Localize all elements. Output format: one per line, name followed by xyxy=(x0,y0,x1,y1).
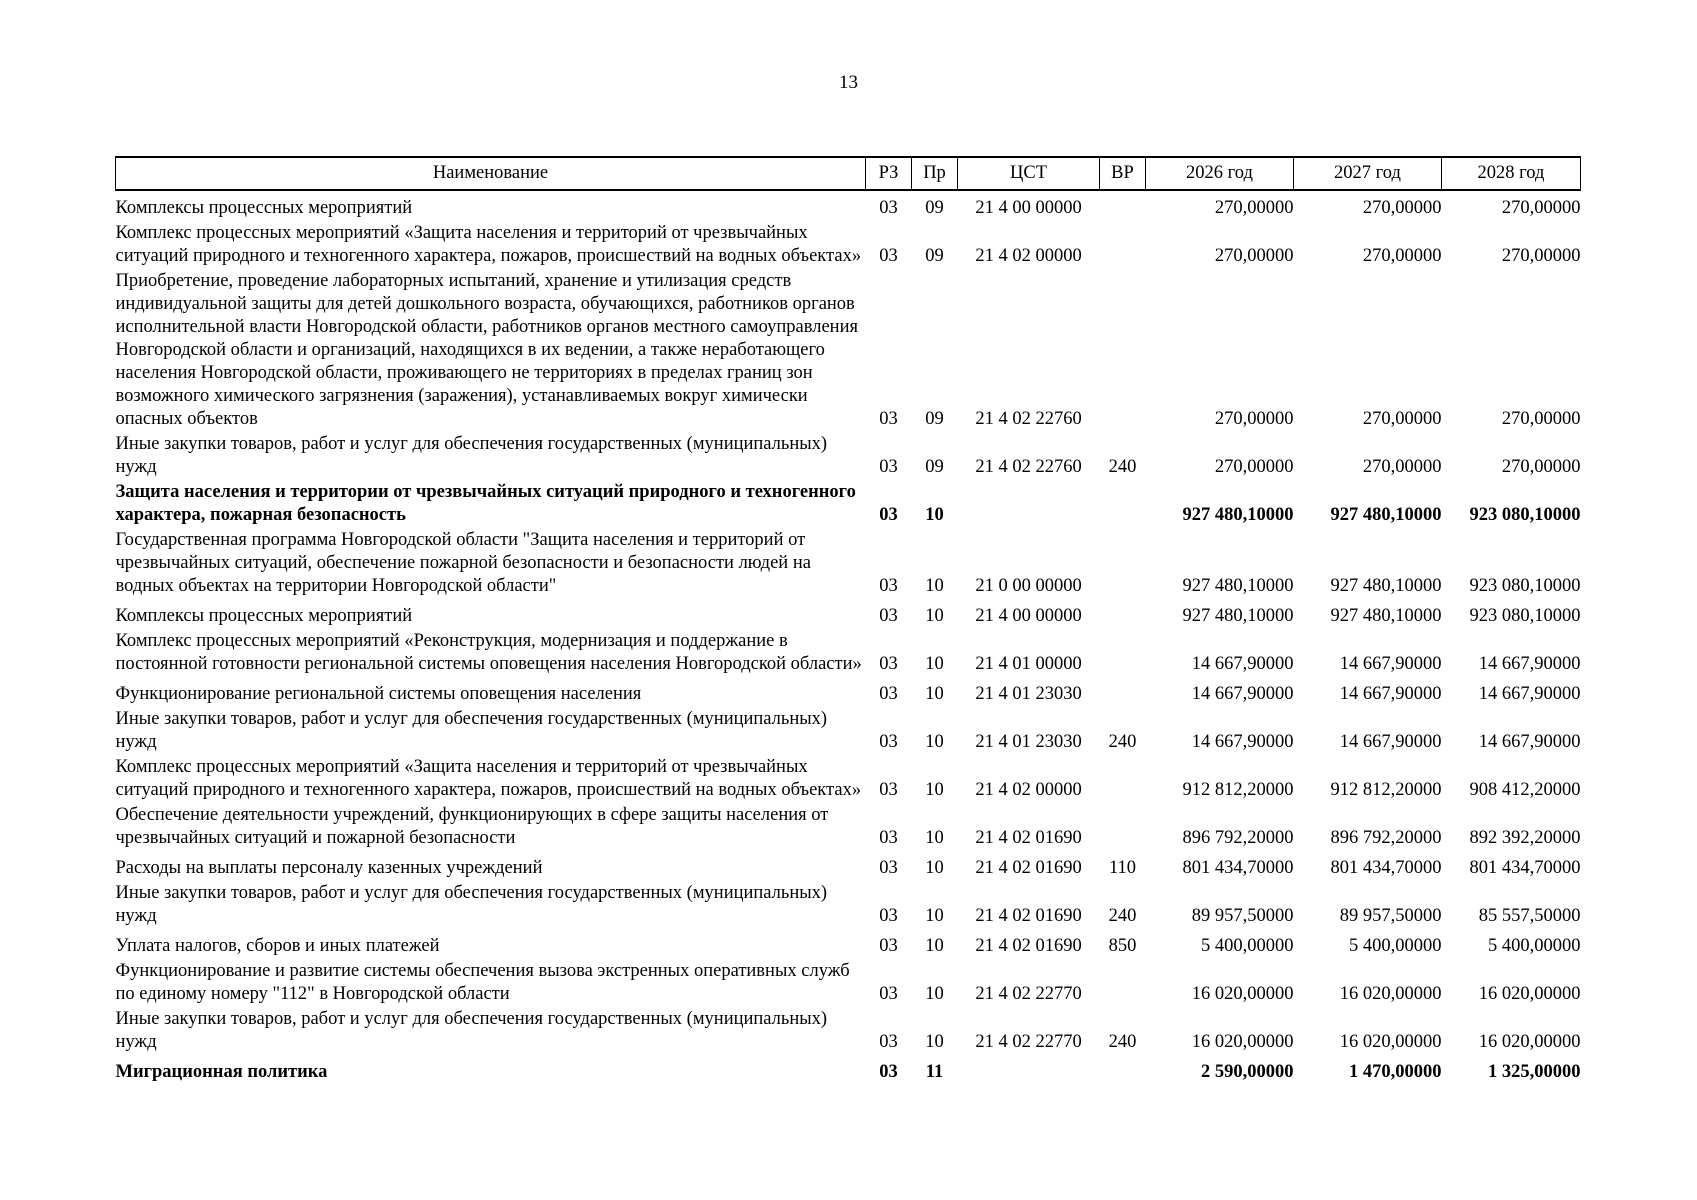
cell-rz: 03 xyxy=(879,858,898,878)
cell-pr: 10 xyxy=(925,984,944,1004)
cell-2028: 14 667,90000 xyxy=(1478,732,1581,752)
cell-pr: 10 xyxy=(925,732,944,752)
cell-cst: 21 4 02 22770 xyxy=(975,984,1082,1004)
cell-pr: 10 xyxy=(925,505,944,525)
cell-cst xyxy=(958,1056,1100,1086)
cell-2028: 270,00000 xyxy=(1501,246,1581,266)
cell-pr: 09 xyxy=(925,457,944,477)
table-header xyxy=(116,157,1581,190)
cell-cst: 21 4 01 23030 xyxy=(975,684,1082,704)
header-cst: ЦСТ xyxy=(958,157,1100,190)
cell-2027: 927 480,10000 xyxy=(1330,606,1442,626)
cell-2027: 927 480,10000 xyxy=(1330,505,1442,525)
cell-2027: 270,00000 xyxy=(1362,409,1442,429)
table-row xyxy=(116,852,1581,882)
cell-name: Уплата налогов, сборов и иных платежей xyxy=(115,936,440,956)
cell-2027: 270,00000 xyxy=(1362,198,1442,218)
cell-2027: 801 434,70000 xyxy=(1330,858,1442,878)
budget-table xyxy=(115,156,1581,1086)
cell-pr: 10 xyxy=(925,858,944,878)
cell-pr: 09 xyxy=(925,409,944,429)
cell-2027: 14 667,90000 xyxy=(1339,654,1442,674)
cell-vr xyxy=(1100,1056,1146,1086)
cell-name: Государственная программа Новгородской области "Защита населения и территорий от чрезвычайных ситуаций, обеспечение пожарной безопасности и безопасности людей на водных объектах на территории Новгородской области" xyxy=(115,530,811,596)
cell-cst: 21 4 00 00000 xyxy=(975,198,1082,218)
table-row xyxy=(116,433,1581,481)
cell-2027: 16 020,00000 xyxy=(1339,984,1442,1004)
cell-rz: 03 xyxy=(879,457,898,477)
cell-2027: 270,00000 xyxy=(1362,457,1442,477)
table-row xyxy=(116,930,1581,960)
cell-2026: 927 480,10000 xyxy=(1182,576,1294,596)
cell-pr: 10 xyxy=(925,906,944,926)
cell-rz: 03 xyxy=(879,906,898,926)
cell-2028: 923 080,10000 xyxy=(1469,505,1581,525)
cell-name: Комплексы процессных мероприятий xyxy=(115,198,413,218)
table-row xyxy=(116,882,1581,930)
cell-cst: 21 4 02 22760 xyxy=(975,457,1082,477)
cell-pr: 11 xyxy=(925,1062,944,1082)
cell-pr: 10 xyxy=(925,654,944,674)
cell-2026: 927 480,10000 xyxy=(1182,606,1294,626)
cell-vr xyxy=(1100,190,1146,222)
header-2026: 2026 год xyxy=(1146,157,1294,190)
cell-rz: 03 xyxy=(879,198,898,218)
cell-cst: 21 4 02 00000 xyxy=(975,780,1082,800)
table-row xyxy=(116,222,1581,270)
cell-2027: 896 792,20000 xyxy=(1330,828,1442,848)
cell-cst: 21 4 02 00000 xyxy=(975,246,1082,266)
cell-cst: 21 4 02 22760 xyxy=(975,409,1082,429)
cell-pr: 09 xyxy=(925,198,944,218)
cell-2026: 270,00000 xyxy=(1214,457,1294,477)
cell-2028: 5 400,00000 xyxy=(1488,936,1581,956)
table-row xyxy=(116,190,1581,222)
cell-pr: 09 xyxy=(925,246,944,266)
cell-2026: 270,00000 xyxy=(1214,198,1294,218)
cell-2028: 923 080,10000 xyxy=(1469,576,1581,596)
cell-pr: 10 xyxy=(925,684,944,704)
cell-2028: 908 412,20000 xyxy=(1469,780,1581,800)
cell-vr: 240 xyxy=(1108,1032,1137,1052)
cell-pr: 10 xyxy=(925,1032,944,1052)
cell-2026: 896 792,20000 xyxy=(1182,828,1294,848)
table-row xyxy=(116,630,1581,678)
cell-cst: 21 4 02 22770 xyxy=(975,1032,1082,1052)
cell-rz: 03 xyxy=(879,1032,898,1052)
cell-rz: 03 xyxy=(879,246,898,266)
cell-vr: 110 xyxy=(1108,858,1137,878)
cell-cst: 21 4 02 01690 xyxy=(975,858,1082,878)
cell-2028: 923 080,10000 xyxy=(1469,606,1581,626)
cell-rz: 03 xyxy=(879,1062,898,1082)
table-row xyxy=(116,1056,1581,1086)
cell-rz: 03 xyxy=(879,654,898,674)
cell-2028: 85 557,50000 xyxy=(1478,906,1581,926)
cell-vr xyxy=(1100,222,1146,270)
page-number: 13 xyxy=(839,72,858,93)
cell-vr xyxy=(1100,600,1146,630)
cell-2028: 892 392,20000 xyxy=(1469,828,1581,848)
cell-2026: 2 590,00000 xyxy=(1201,1062,1294,1082)
cell-rz: 03 xyxy=(879,936,898,956)
table-row xyxy=(116,1008,1581,1056)
cell-name: Функционирование региональной системы оповещения населения xyxy=(115,684,642,704)
header-name: Наименование xyxy=(116,157,866,190)
cell-2026: 14 667,90000 xyxy=(1191,684,1294,704)
cell-2026: 16 020,00000 xyxy=(1191,984,1294,1004)
cell-rz: 03 xyxy=(879,505,898,525)
cell-pr: 10 xyxy=(925,606,944,626)
table-row xyxy=(116,756,1581,804)
cell-vr: 850 xyxy=(1108,936,1137,956)
cell-2026: 14 667,90000 xyxy=(1191,654,1294,674)
header-pr: Пр xyxy=(912,157,958,190)
cell-vr xyxy=(1100,804,1146,852)
cell-name: Иные закупки товаров, работ и услуг для обеспечения государственных (муниципальных) нужд xyxy=(115,1009,828,1052)
cell-rz: 03 xyxy=(879,780,898,800)
cell-pr: 10 xyxy=(925,828,944,848)
cell-2027: 14 667,90000 xyxy=(1339,684,1442,704)
cell-vr: 240 xyxy=(1108,732,1137,752)
cell-rz: 03 xyxy=(879,576,898,596)
cell-2026: 16 020,00000 xyxy=(1191,1032,1294,1052)
cell-2026: 5 400,00000 xyxy=(1201,936,1294,956)
cell-vr xyxy=(1100,756,1146,804)
cell-name: Комплекс процессных мероприятий «Реконструкция, модернизация и поддержание в постоянной готовности региональной системы оповещения населения Новгородской области» xyxy=(115,631,862,674)
cell-2028: 16 020,00000 xyxy=(1478,1032,1581,1052)
table-row xyxy=(116,270,1581,433)
cell-2027: 5 400,00000 xyxy=(1349,936,1442,956)
table-row xyxy=(116,678,1581,708)
cell-2028: 14 667,90000 xyxy=(1478,654,1581,674)
cell-cst: 21 4 00 00000 xyxy=(975,606,1082,626)
cell-vr xyxy=(1100,270,1146,433)
table-row xyxy=(116,708,1581,756)
header-vr: ВР xyxy=(1100,157,1146,190)
cell-2027: 912 812,20000 xyxy=(1330,780,1442,800)
cell-name: Расходы на выплаты персоналу казенных учреждений xyxy=(115,858,543,878)
cell-name: Иные закупки товаров, работ и услуг для обеспечения государственных (муниципальных) нужд xyxy=(115,709,828,752)
header-rz: РЗ xyxy=(866,157,912,190)
cell-cst: 21 4 02 01690 xyxy=(975,906,1082,926)
cell-2027: 270,00000 xyxy=(1362,246,1442,266)
cell-name: Иные закупки товаров, работ и услуг для обеспечения государственных (муниципальных) нужд xyxy=(115,883,828,926)
cell-name: Обеспечение деятельности учреждений, функционирующих в сфере защиты населения от чрезвычайных ситуаций и пожарной безопасности xyxy=(115,805,829,848)
cell-name: Функционирование и развитие системы обеспечения вызова экстренных оперативных служб по единому номеру "112" в Новгородской области xyxy=(115,961,850,1004)
cell-2026: 89 957,50000 xyxy=(1191,906,1294,926)
cell-cst: 21 4 02 01690 xyxy=(975,936,1082,956)
cell-2028: 270,00000 xyxy=(1501,457,1581,477)
cell-2028: 14 667,90000 xyxy=(1478,684,1581,704)
cell-cst: 21 4 02 01690 xyxy=(975,828,1082,848)
table-body xyxy=(116,190,1581,1086)
table-row xyxy=(116,804,1581,852)
cell-2026: 912 812,20000 xyxy=(1182,780,1294,800)
cell-name: Комплекс процессных мероприятий «Защита населения и территорий от чрезвычайных ситуаций природного и техногенного характера, пожаров, происшествий на водных объектах» xyxy=(115,757,862,800)
cell-cst: 21 4 01 23030 xyxy=(975,732,1082,752)
cell-2027: 14 667,90000 xyxy=(1339,732,1442,752)
cell-rz: 03 xyxy=(879,606,898,626)
cell-pr: 10 xyxy=(925,780,944,800)
table-row xyxy=(116,960,1581,1008)
cell-vr xyxy=(1100,678,1146,708)
cell-vr xyxy=(1100,960,1146,1008)
cell-pr: 10 xyxy=(925,936,944,956)
cell-vr xyxy=(1100,630,1146,678)
cell-2026: 270,00000 xyxy=(1214,246,1294,266)
header-2027: 2027 год xyxy=(1294,157,1442,190)
cell-cst: 21 4 01 00000 xyxy=(975,654,1082,674)
cell-name: Приобретение, проведение лабораторных испытаний, хранение и утилизация средств индивидуальной защиты для детей дошкольного возраста, обучающихся, работников органов исполнительной власти Новгородской области, работников органов местного самоуправления Новгородской области и организаций, находящихся в их ведении, а также неработающего населения Новгородской области, проживающего не территориях в пределах границ зон возможного химического загрязнения (заражения), устанавливаемых вокруг химически опасных объектов xyxy=(115,271,858,429)
cell-2026: 927 480,10000 xyxy=(1182,505,1294,525)
cell-name: Миграционная политика xyxy=(115,1062,328,1082)
cell-2027: 16 020,00000 xyxy=(1339,1032,1442,1052)
cell-2026: 270,00000 xyxy=(1214,409,1294,429)
cell-name: Комплекс процессных мероприятий «Защита населения и территорий от чрезвычайных ситуаций природного и техногенного характера, пожаров, происшествий на водных объектах» xyxy=(115,223,862,266)
cell-name: Защита населения и территории от чрезвычайных ситуаций природного и техногенного характера, пожарная безопасность xyxy=(115,482,856,525)
cell-rz: 03 xyxy=(879,828,898,848)
cell-2027: 1 470,00000 xyxy=(1349,1062,1442,1082)
cell-2026: 801 434,70000 xyxy=(1182,858,1294,878)
cell-cst: 21 0 00 00000 xyxy=(975,576,1082,596)
cell-vr xyxy=(1100,481,1146,529)
cell-2028: 1 325,00000 xyxy=(1488,1062,1581,1082)
cell-cst xyxy=(958,481,1100,529)
cell-rz: 03 xyxy=(879,684,898,704)
cell-vr: 240 xyxy=(1108,906,1137,926)
cell-name: Иные закупки товаров, работ и услуг для обеспечения государственных (муниципальных) нужд xyxy=(115,434,828,477)
cell-name: Комплексы процессных мероприятий xyxy=(115,606,413,626)
cell-pr: 10 xyxy=(925,576,944,596)
cell-rz: 03 xyxy=(879,984,898,1004)
cell-vr: 240 xyxy=(1108,457,1137,477)
header-2028: 2028 год xyxy=(1442,157,1581,190)
cell-2026: 14 667,90000 xyxy=(1191,732,1294,752)
cell-2028: 270,00000 xyxy=(1501,409,1581,429)
table-row xyxy=(116,529,1581,600)
cell-2027: 927 480,10000 xyxy=(1330,576,1442,596)
cell-2028: 270,00000 xyxy=(1501,198,1581,218)
cell-2027: 89 957,50000 xyxy=(1339,906,1442,926)
cell-2028: 801 434,70000 xyxy=(1469,858,1581,878)
cell-vr xyxy=(1100,529,1146,600)
table-row xyxy=(116,481,1581,529)
table-row xyxy=(116,600,1581,630)
cell-rz: 03 xyxy=(879,409,898,429)
cell-2028: 16 020,00000 xyxy=(1478,984,1581,1004)
cell-rz: 03 xyxy=(879,732,898,752)
